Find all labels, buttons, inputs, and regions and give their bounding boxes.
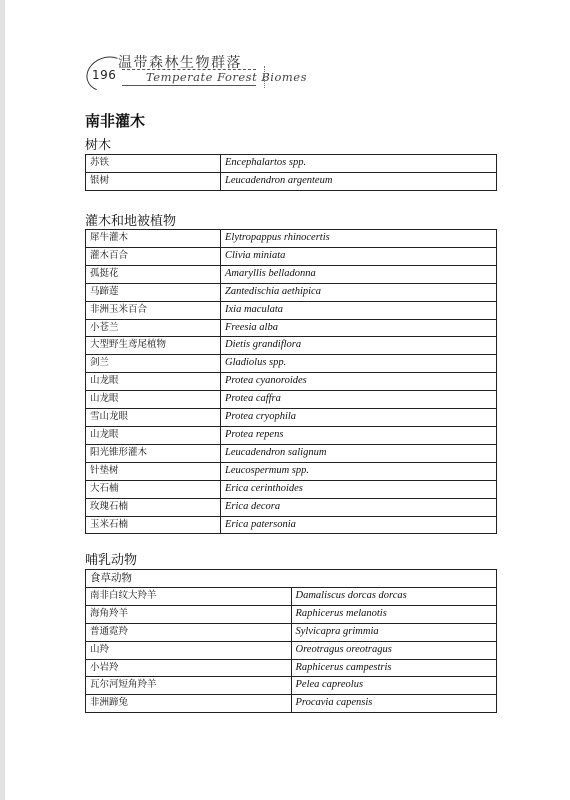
table-row bbox=[86, 462, 497, 480]
table-row bbox=[86, 337, 497, 355]
table-row bbox=[86, 623, 497, 641]
scientific-name-cell: Clivia miniata bbox=[221, 247, 497, 265]
table-row bbox=[86, 659, 497, 677]
table-row bbox=[86, 516, 497, 534]
scientific-name-cell: Protea repens bbox=[221, 426, 497, 444]
scientific-name-cell: Leucadendron argenteum bbox=[221, 172, 497, 190]
scientific-name-cell: Protea cryophila bbox=[221, 409, 497, 427]
common-name-cell: 山龙眼 bbox=[86, 391, 221, 409]
table-row bbox=[86, 587, 497, 605]
table-row bbox=[86, 480, 497, 498]
common-name-cell: 阳光锥形灌木 bbox=[86, 444, 221, 462]
table-row bbox=[86, 247, 497, 265]
book-title-en: Temperate Forest Biomes bbox=[146, 70, 308, 84]
table-group-row bbox=[86, 570, 497, 588]
page-number: 196 bbox=[92, 68, 117, 82]
scientific-name-cell: Procavia capensis bbox=[291, 695, 497, 713]
table-row bbox=[86, 230, 497, 248]
scientific-name-cell: Damaliscus dorcas dorcas bbox=[291, 587, 497, 605]
common-name-cell: 针垫树 bbox=[86, 462, 221, 480]
common-name-cell: 大石楠 bbox=[86, 480, 221, 498]
scientific-name-cell: Oreotragus oreotragus bbox=[291, 641, 497, 659]
section-title: 南非灌木 bbox=[85, 112, 146, 130]
scientific-name-cell: Gladiolus spp. bbox=[221, 355, 497, 373]
scientific-name-cell: Leucospermum spp. bbox=[221, 462, 497, 480]
scientific-name-cell: Encephalartos spp. bbox=[221, 155, 497, 173]
scientific-name-cell: Amaryllis belladonna bbox=[221, 265, 497, 283]
scientific-name-cell: Erica patersonia bbox=[221, 516, 497, 534]
scientific-name-cell: Pelea capreolus bbox=[291, 677, 497, 695]
scientific-name-cell: Freesia alba bbox=[221, 319, 497, 337]
common-name-cell: 玉米石楠 bbox=[86, 516, 221, 534]
table-row bbox=[86, 444, 497, 462]
shrubs-heading: 灌木和地被植物 bbox=[85, 214, 177, 229]
trees-table bbox=[85, 154, 497, 191]
table-row bbox=[86, 677, 497, 695]
table-row bbox=[86, 391, 497, 409]
trees-heading: 树木 bbox=[85, 138, 112, 153]
scientific-name-cell: Elytropappus rhinocertis bbox=[221, 230, 497, 248]
common-name-cell: 玫瑰石楠 bbox=[86, 498, 221, 516]
table-row bbox=[86, 409, 497, 427]
scientific-name-cell: Dietis grandiflora bbox=[221, 337, 497, 355]
header-rule-solid bbox=[122, 85, 256, 86]
table-row bbox=[86, 498, 497, 516]
common-name-cell: 小岩羚 bbox=[86, 659, 292, 677]
scientific-name-cell: Raphicerus campestris bbox=[291, 659, 497, 677]
common-name-cell: 非洲玉米百合 bbox=[86, 301, 221, 319]
table-row bbox=[86, 695, 497, 713]
scientific-name-cell: Protea caffra bbox=[221, 391, 497, 409]
common-name-cell: 山龙眼 bbox=[86, 373, 221, 391]
common-name-cell: 南非白纹大羚羊 bbox=[86, 587, 292, 605]
common-name-cell: 剑兰 bbox=[86, 355, 221, 373]
common-name-cell: 普通霓羚 bbox=[86, 623, 292, 641]
group-label-herbivores: 食草动物 bbox=[86, 570, 497, 588]
common-name-cell: 海角羚羊 bbox=[86, 605, 292, 623]
table-row bbox=[86, 355, 497, 373]
table-row bbox=[86, 301, 497, 319]
table-row bbox=[86, 283, 497, 301]
mammals-heading: 哺乳动物 bbox=[85, 553, 138, 568]
common-name-cell: 瓦尔河短角羚羊 bbox=[86, 677, 292, 695]
table-row bbox=[86, 641, 497, 659]
common-name-cell: 银树 bbox=[86, 172, 221, 190]
scientific-name-cell: Ixia maculata bbox=[221, 301, 497, 319]
scientific-name-cell: Raphicerus melanotis bbox=[291, 605, 497, 623]
shrubs-table bbox=[85, 229, 497, 534]
table-row bbox=[86, 373, 497, 391]
common-name-cell: 灌木百合 bbox=[86, 247, 221, 265]
table-row bbox=[86, 426, 497, 444]
common-name-cell: 孤挺花 bbox=[86, 265, 221, 283]
table-row bbox=[86, 172, 497, 190]
scientific-name-cell: Leucadendron salignum bbox=[221, 444, 497, 462]
mammals-table bbox=[85, 569, 497, 713]
page-header bbox=[0, 0, 570, 95]
common-name-cell: 山龙眼 bbox=[86, 426, 221, 444]
table-row bbox=[86, 265, 497, 283]
scientific-name-cell: Erica decora bbox=[221, 498, 497, 516]
common-name-cell: 大型野生鸢尾植物 bbox=[86, 337, 221, 355]
scientific-name-cell: Zantedischia aethipica bbox=[221, 283, 497, 301]
common-name-cell: 非洲蹄兔 bbox=[86, 695, 292, 713]
common-name-cell: 雪山龙眼 bbox=[86, 409, 221, 427]
common-name-cell: 山羚 bbox=[86, 641, 292, 659]
table-row bbox=[86, 605, 497, 623]
common-name-cell: 小苍兰 bbox=[86, 319, 221, 337]
scientific-name-cell: Protea cyanoroides bbox=[221, 373, 497, 391]
scientific-name-cell: Erica cerinthoides bbox=[221, 480, 497, 498]
common-name-cell: 苏铁 bbox=[86, 155, 221, 173]
common-name-cell: 犀牛灌木 bbox=[86, 230, 221, 248]
header-dotted-ornament bbox=[256, 66, 265, 88]
scientific-name-cell: Sylvicapra grimmia bbox=[291, 623, 497, 641]
page-edge-shadow bbox=[0, 0, 5, 800]
common-name-cell: 马蹄莲 bbox=[86, 283, 221, 301]
table-row bbox=[86, 319, 497, 337]
table-row bbox=[86, 155, 497, 173]
book-title-cn: 温带森林生物群落 bbox=[118, 55, 242, 71]
